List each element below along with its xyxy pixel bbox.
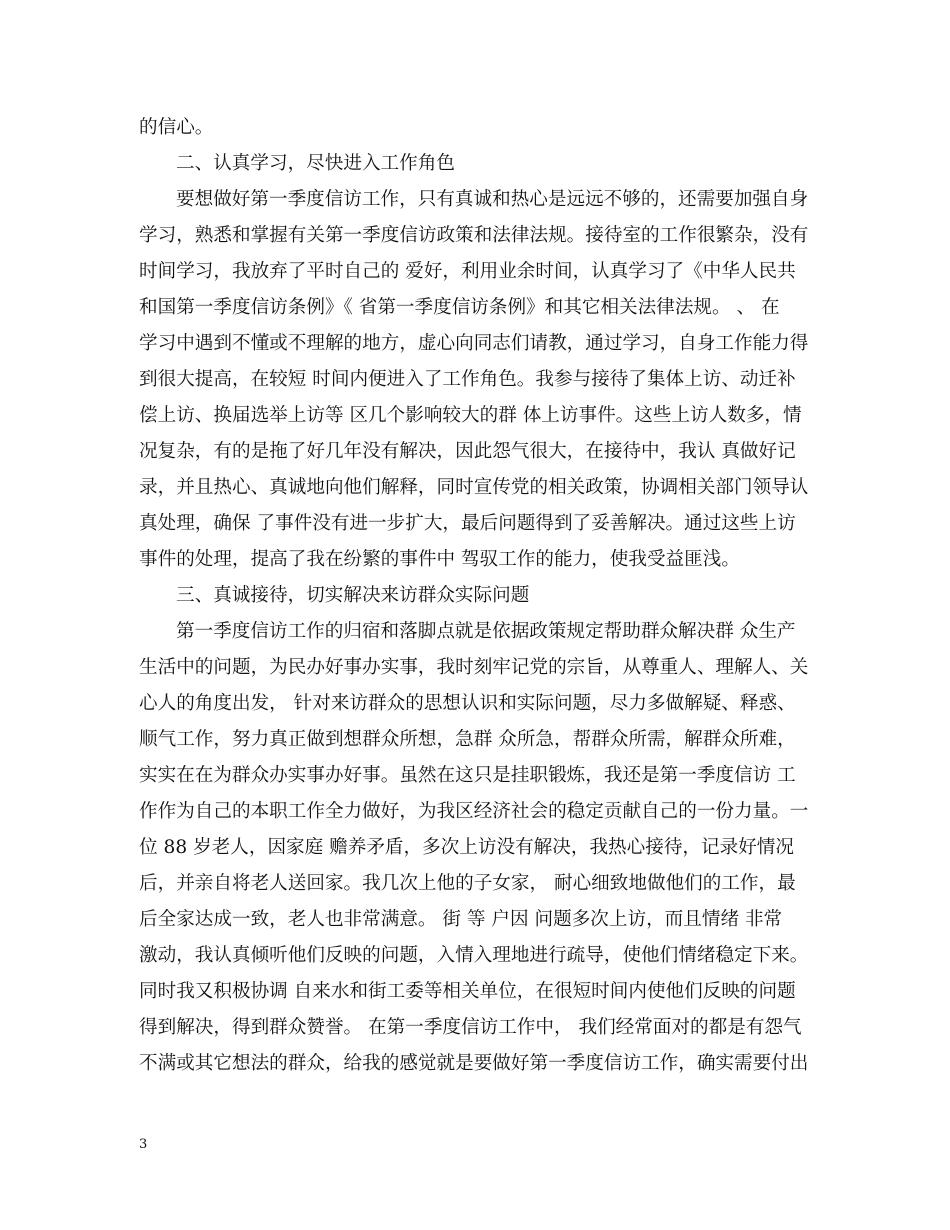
text-line: 第一季度信访工作的归宿和落脚点就是依据政策规定帮助群众解决群 众生产 (176, 621, 796, 642)
text-line: 学习，熟悉和掌握有关第一季度信访政策和法律法规。接待室的工作很繁杂，没有 (139, 225, 809, 246)
text-line: 后全家达成一致，老人也非常满意。 街 等 户因 问题多次上访，而且情绪 非常 (139, 909, 783, 930)
text-line: 顺气工作，努力真正做到想群众所想，急群 众所急，帮群众所需，解群众所难， (139, 729, 796, 750)
text-line: 后，并亲自将老人送回家。我几次上他的子女家， 耐心细致地做他们的工作，最 (139, 873, 796, 894)
text-line: 实实在在为群众办实事办好事。虽然在这只是挂职锻炼，我还是第一季度信访 工 (139, 765, 796, 786)
text-line: 得到解决，得到群众赞誉。 在第一季度信访工作中， 我们经常面对的都是有怨气 (139, 1017, 802, 1038)
text-line: 偿上访、换届选举上访等 区几个影响较大的群 体上访事件。这些上访人数多，情 (139, 405, 802, 426)
text-line: 不满或其它想法的群众，给我的感觉就是要做好第一季度信访工作，确实需要付出 (139, 1053, 809, 1074)
section-heading: 二、认真学习，尽快进入工作角色 (176, 153, 455, 174)
text-line: 事件的处理，提高了我在纷繁的事件中 驾驭工作的能力，使我受益匪浅。 (139, 549, 740, 570)
text-line: 心人的角度出发， 针对来访群众的思想认识和实际问题，尽力多做解疑、释惑、 (139, 693, 796, 714)
text-line: 到很大提高，在较短 时间内便进入了工作角色。我参与接待了集体上访、动迁补 (139, 369, 796, 390)
text-line: 激动，我认真倾听他们反映的问题，入情入理地进行疏导，使他们情绪稳定下来。 (139, 945, 809, 966)
text-line: 时间学习，我放弃了平时自己的 爱好，利用业余时间，认真学习了《中华人民共 (139, 261, 796, 282)
text-line: 作作为自己的本职工作全力做好，为我区经济社会的稳定贡献自己的一份力量。一 (139, 801, 809, 822)
text-line: 真处理，确保 了事件没有进一步扩大，最后问题得到了妥善解决。通过这些上访 (139, 513, 796, 534)
text-line: 的信心。 (139, 117, 214, 138)
text-line: 同时我又积极协调 自来水和街工委等相关单位，在很短时间内使他们反映的问题 (139, 981, 796, 1002)
text-line: 况复杂，有的是拖了好几年没有解决，因此怨气很大，在接待中，我认 真做好记 (139, 441, 796, 462)
text-line: 录，并且热心、真诚地向他们解释，同时宣传党的相关政策，协调相关部门领导认 (139, 477, 809, 498)
text-line: 生活中的问题，为民办好事办实事，我时刻牢记党的宗旨，从尊重人、理解人、关 (139, 657, 809, 678)
text-line: 和国第一季度信访条例》《 省第一季度信访条例》和其它相关法律法规。 、 在 (139, 297, 780, 318)
text-line: 要想做好第一季度信访工作，只有真诚和热心是远远不够的，还需要加强自身 (176, 189, 809, 210)
text-line: 学习中遇到不懂或不理解的地方，虚心向同志们请教，通过学习，自身工作能力得 (139, 333, 809, 354)
text-line: 位 88 岁老人，因家庭 赡养矛盾，多次上访没有解决，我热心接待，记录好情况 (139, 837, 794, 858)
page-number: 3 (139, 1137, 148, 1152)
section-heading: 三、真诚接待，切实解决来访群众实际问题 (176, 585, 530, 606)
